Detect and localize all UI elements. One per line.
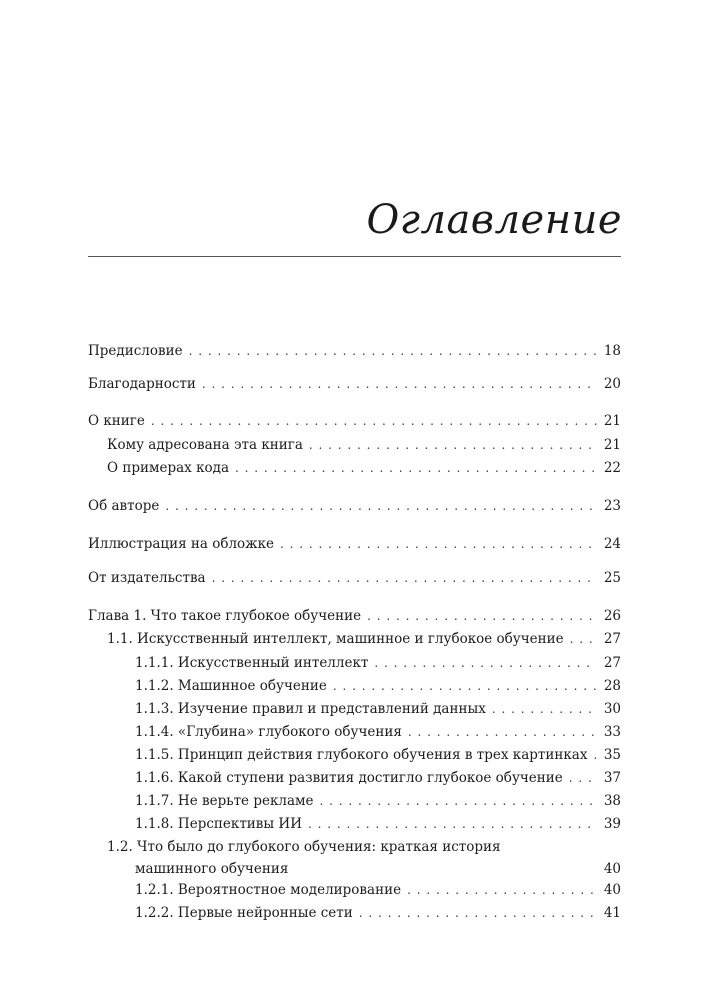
- toc-entry-page: 28: [603, 678, 621, 694]
- leader-dots: [308, 813, 597, 835]
- toc-entry-page: 39: [603, 816, 621, 832]
- toc-entry[interactable]: [88, 628, 621, 650]
- leader-dots: [165, 495, 597, 517]
- toc-entry[interactable]: [88, 373, 621, 395]
- leader-dots: [320, 790, 598, 812]
- title-rule: [88, 256, 621, 257]
- toc-entry-chapter[interactable]: [88, 605, 621, 627]
- leader-dots: [309, 434, 597, 456]
- toc-entry-page: 33: [603, 724, 621, 740]
- toc-entry[interactable]: [88, 533, 621, 555]
- toc-entry[interactable]: [88, 457, 621, 479]
- toc-entry-label: 1.1.8. Перспективы ИИ: [135, 816, 302, 832]
- toc-entry[interactable]: [88, 813, 621, 835]
- toc-entry[interactable]: [88, 767, 621, 789]
- toc-entry-page: 35: [603, 747, 621, 763]
- toc-entry-label: Об авторе: [88, 498, 160, 514]
- toc-entry-page: 26: [603, 608, 621, 624]
- leader-dots: [333, 675, 597, 697]
- toc-entry-page: 21: [603, 413, 621, 429]
- toc-entry-page: 41: [603, 905, 621, 921]
- toc-entry[interactable]: [88, 902, 621, 924]
- toc-entry-label: О книге: [88, 413, 145, 429]
- leader-dots: [189, 340, 597, 362]
- leader-dots: [367, 605, 597, 627]
- leader-dots: [280, 533, 597, 555]
- toc-entry-label: 1.1.6. Какой ступени развития достигло глубокое обучение: [135, 770, 563, 786]
- leader-dots: [407, 879, 597, 901]
- toc-entry-page: 22: [603, 460, 621, 476]
- leader-dots: [570, 628, 597, 650]
- toc-entry-page: 25: [603, 570, 621, 586]
- leader-dots: [492, 698, 597, 720]
- toc-entry-label: 1.2.1. Вероятностное моделирование: [135, 882, 402, 898]
- toc-entry-page: 27: [603, 631, 621, 647]
- toc-entry-page: 24: [603, 536, 621, 552]
- leader-dots: [202, 373, 597, 395]
- toc-entry[interactable]: [88, 434, 621, 456]
- toc-entry[interactable]: [88, 340, 621, 362]
- toc-entry[interactable]: [88, 836, 621, 880]
- leader-dots: [408, 721, 597, 743]
- toc-entry-label: 1.1.3. Изучение правил и представлений данных: [135, 701, 486, 717]
- toc-entry-page: 23: [603, 498, 621, 514]
- toc-entry[interactable]: [88, 879, 621, 901]
- toc-entry[interactable]: [88, 495, 621, 517]
- toc-entry[interactable]: [88, 652, 621, 674]
- toc-entry-label: О примерах кода: [107, 460, 230, 476]
- toc-entry-label: 1.1. Искусственный интеллект, машинное и глубокое обучение: [107, 631, 564, 647]
- toc-entry-label: 1.1.5. Принцип действия глубокого обучения в трех картинках: [135, 747, 588, 763]
- leader-dots: [593, 744, 597, 766]
- toc-entry-page: 40: [603, 861, 621, 877]
- toc-entry[interactable]: [88, 790, 621, 812]
- page-title: Оглавление: [366, 197, 622, 243]
- toc-entry-label: 1.2. Что было до глубокого обучения: краткая история: [107, 839, 501, 855]
- toc-entry-label: 1.1.7. Не верьте рекламе: [135, 793, 314, 809]
- toc-entry[interactable]: [88, 698, 621, 720]
- toc-entry-page: 30: [603, 701, 621, 717]
- toc-entry-label: От издательства: [88, 570, 206, 586]
- toc-entry-label: Глава 1. Что такое глубокое обучение: [88, 608, 362, 624]
- toc-entry[interactable]: [88, 721, 621, 743]
- toc-entry-page: 18: [603, 343, 621, 359]
- toc-entry-label: 1.1.1. Искусственный интеллект: [135, 655, 369, 671]
- toc-entry-page: 38: [603, 793, 621, 809]
- leader-dots: [235, 457, 597, 479]
- toc-entry-page: 21: [603, 437, 621, 453]
- toc-entry-label: Благодарности: [88, 376, 196, 392]
- toc-entry-page: 20: [603, 376, 621, 392]
- toc-entry-continuation: [107, 858, 621, 880]
- toc-entry-page: 27: [603, 655, 621, 671]
- toc-entry[interactable]: [88, 675, 621, 697]
- toc-entry-label: Кому адресована эта книга: [107, 437, 303, 453]
- leader-dots: [212, 567, 597, 589]
- toc-entry-label: машинного обучения: [135, 861, 289, 877]
- toc-entry-label: 1.1.2. Машинное обучение: [135, 678, 327, 694]
- toc-entry-page: 40: [603, 882, 621, 898]
- toc-entry-label: Предисловие: [88, 343, 183, 359]
- leader-dots: [569, 767, 597, 789]
- leader-dots: [151, 410, 597, 432]
- toc-entry-label: 1.2.2. Первые нейронные сети: [135, 905, 353, 921]
- toc-entry-page: 37: [603, 770, 621, 786]
- toc-entry-label: 1.1.4. «Глубина» глубокого обучения: [135, 724, 402, 740]
- toc-entry[interactable]: [88, 744, 621, 766]
- toc-entry[interactable]: [88, 567, 621, 589]
- leader-dots: [359, 902, 597, 924]
- toc-entry[interactable]: [88, 410, 621, 432]
- leader-dots: [374, 652, 597, 674]
- toc-entry-label: Иллюстрация на обложке: [88, 536, 275, 552]
